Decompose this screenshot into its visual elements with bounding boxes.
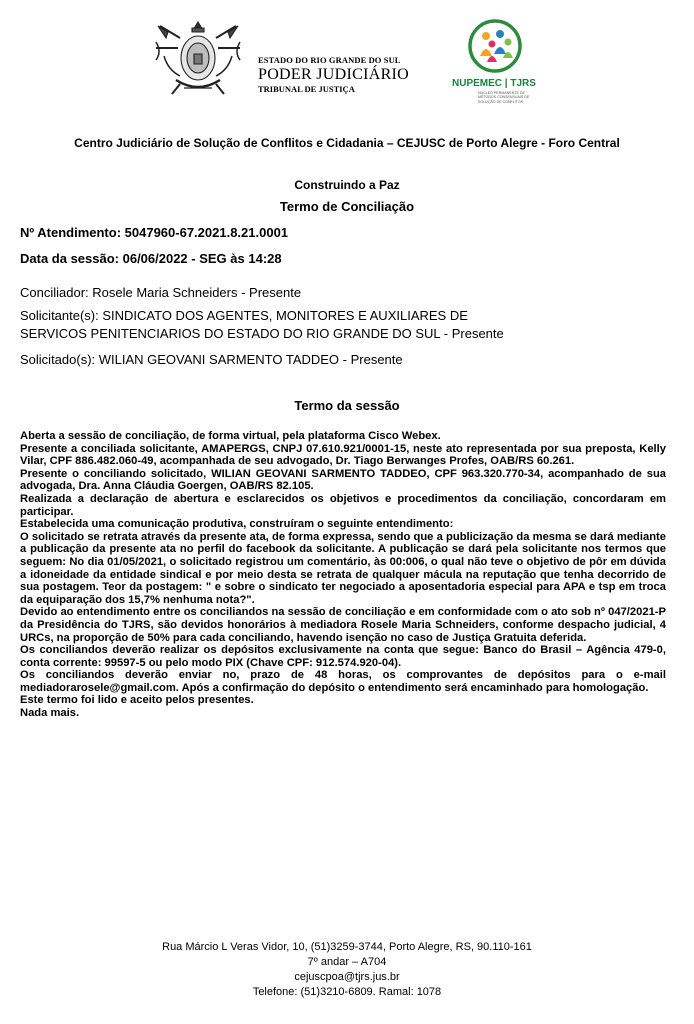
paragraph: Os conciliandos deverão enviar no, prazo de 48 horas, os comprovantes de depósitos para o e-mail mediadorarosele@gmail.com. Após a confirmação do depósito o entendimento será encaminhado para homologação.	[20, 669, 666, 694]
state-name: ESTADO DO RIO GRANDE DO SUL	[258, 55, 401, 65]
applicant-line-1: Solicitante(s): SINDICATO DOS AGENTES, MONITORES E AUXILIARES DE	[20, 308, 468, 323]
paragraph: Estabelecida uma comunicação produtiva, construíram o seguinte entendimento:	[20, 518, 454, 531]
nupemec-logo	[464, 18, 526, 74]
judiciary-name: PODER JUDICIÁRIO	[258, 65, 410, 83]
session-body	[20, 430, 666, 720]
footer	[0, 940, 694, 1000]
subtitle: Construindo a Paz	[294, 178, 400, 192]
applicant-line-2: SERVICOS PENITENCIARIOS DO ESTADO DO RIO GRANDE DO SUL - Presente	[20, 326, 504, 341]
nupemec-name: NUPEMEC | TJRS	[452, 78, 536, 89]
session-date: Data da sessão: 06/06/2022 - SEG às 14:28	[20, 251, 282, 266]
paragraph: Aberta a sessão de conciliação, de forma virtual, pela plataforma Cisco Webex.	[20, 430, 441, 442]
nupemec-subtitle: NÚCLEO PERMANENTE DE MÉTODOS CONSENSUAIS DE SOLUÇÃO DE CONFLITOS	[478, 91, 530, 104]
conciliator: Conciliador: Rosele Maria Schneiders - Presente	[20, 285, 302, 300]
rs-coat-of-arms-logo	[150, 18, 246, 98]
document-title: Termo de Conciliação	[279, 199, 415, 214]
paragraph: Nada mais.	[20, 707, 80, 720]
attendance-number: Nº Atendimento: 5047960-67.2021.8.21.0001	[20, 225, 289, 240]
paragraph: Realizada a declaração de abertura e esclarecidos os objetivos e procedimentos da conciliação, concordaram em participar.	[20, 492, 666, 518]
paragraph: Os conciliandos deverão realizar os depósitos exclusivamente na conta que segue: Banco do Brasil – Agência 479-0, conta corrente: 99597-5 ou pelo modo PIX (Chave CPF: 912.574.920-04).	[20, 644, 666, 669]
court-heading	[258, 56, 409, 93]
paragraph: O solicitado se retrata através da presente ata, de forma expressa, sendo que a publicização da mesma se dará mediante a publicação da presente ata no perfil do facebook da solicitante. A publicação se dará pela solicitante nos termos que seguem: No dia 01/05/2021, o solicitado registrou um comentário, às 00:006, o qual não teve o objetivo de pôr em dúvida a idoneidade da entidade sindical e por meio desta se retrata de qualquer mácula na reputação que tenha decorrido de sua postagem. Teor da postagem: " e sobre o sindicato ter negociado a aposentadoria especial para APA e tsp em troca da equiparação dos 15,7% nenhuma nota?".	[20, 530, 666, 606]
tribunal-name: TRIBUNAL DE JUSTIÇA	[258, 83, 355, 94]
paragraph: Presente o conciliando solicitado, WILIAN GEOVANI SARMENTO TADDEO, CPF 963.320.770-34, acompanhado de sua advogada, Dra. Anna Cláudia Goergen, OAB/RS 82.105.	[20, 467, 666, 493]
footer-address: Rua Márcio L Veras Vidor, 10, (51)3259-3744, Porto Alegre, RS, 90.110-161	[162, 941, 532, 953]
footer-phone: Telefone: (51)3210-6809. Ramal: 1078	[252, 986, 442, 998]
footer-floor: 7º andar – A704	[307, 956, 387, 968]
paragraph: Devido ao entendimento entre os conciliandos na sessão de conciliação e em conformidade com o ato sob nº 047/2021-P da Presidência do TJRS, são devidos honorários à mediadora Rosele Maria Schneiders, conforme despacho judicial, 4 URCs, na proporção de 50% para cada conciliando, havendo isenção no caso de Justiça Gratuita deferida.	[20, 606, 666, 644]
paragraph: Este termo foi lido e aceito pelos presentes.	[20, 694, 254, 707]
footer-email: cejuscpoa@tjrs.jus.br	[294, 971, 400, 983]
respondent: Solicitado(s): WILIAN GEOVANI SARMENTO TADDEO - Presente	[20, 352, 403, 367]
section-title: Termo da sessão	[294, 398, 400, 413]
paragraph: Presente a conciliada solicitante, AMAPERGS, CNPJ 07.610.921/0001-15, neste ato representada por sua preposta, Kelly Vilar, CPF 886.482.060-49, acompanhada de seu advogado, Dr. Tiago Berwanges Profes, OAB/RS 60.261.	[20, 442, 666, 468]
center-title: Centro Judiciário de Solução de Conflitos e Cidadania – CEJUSC de Porto Alegre - Foro Central	[74, 136, 620, 150]
